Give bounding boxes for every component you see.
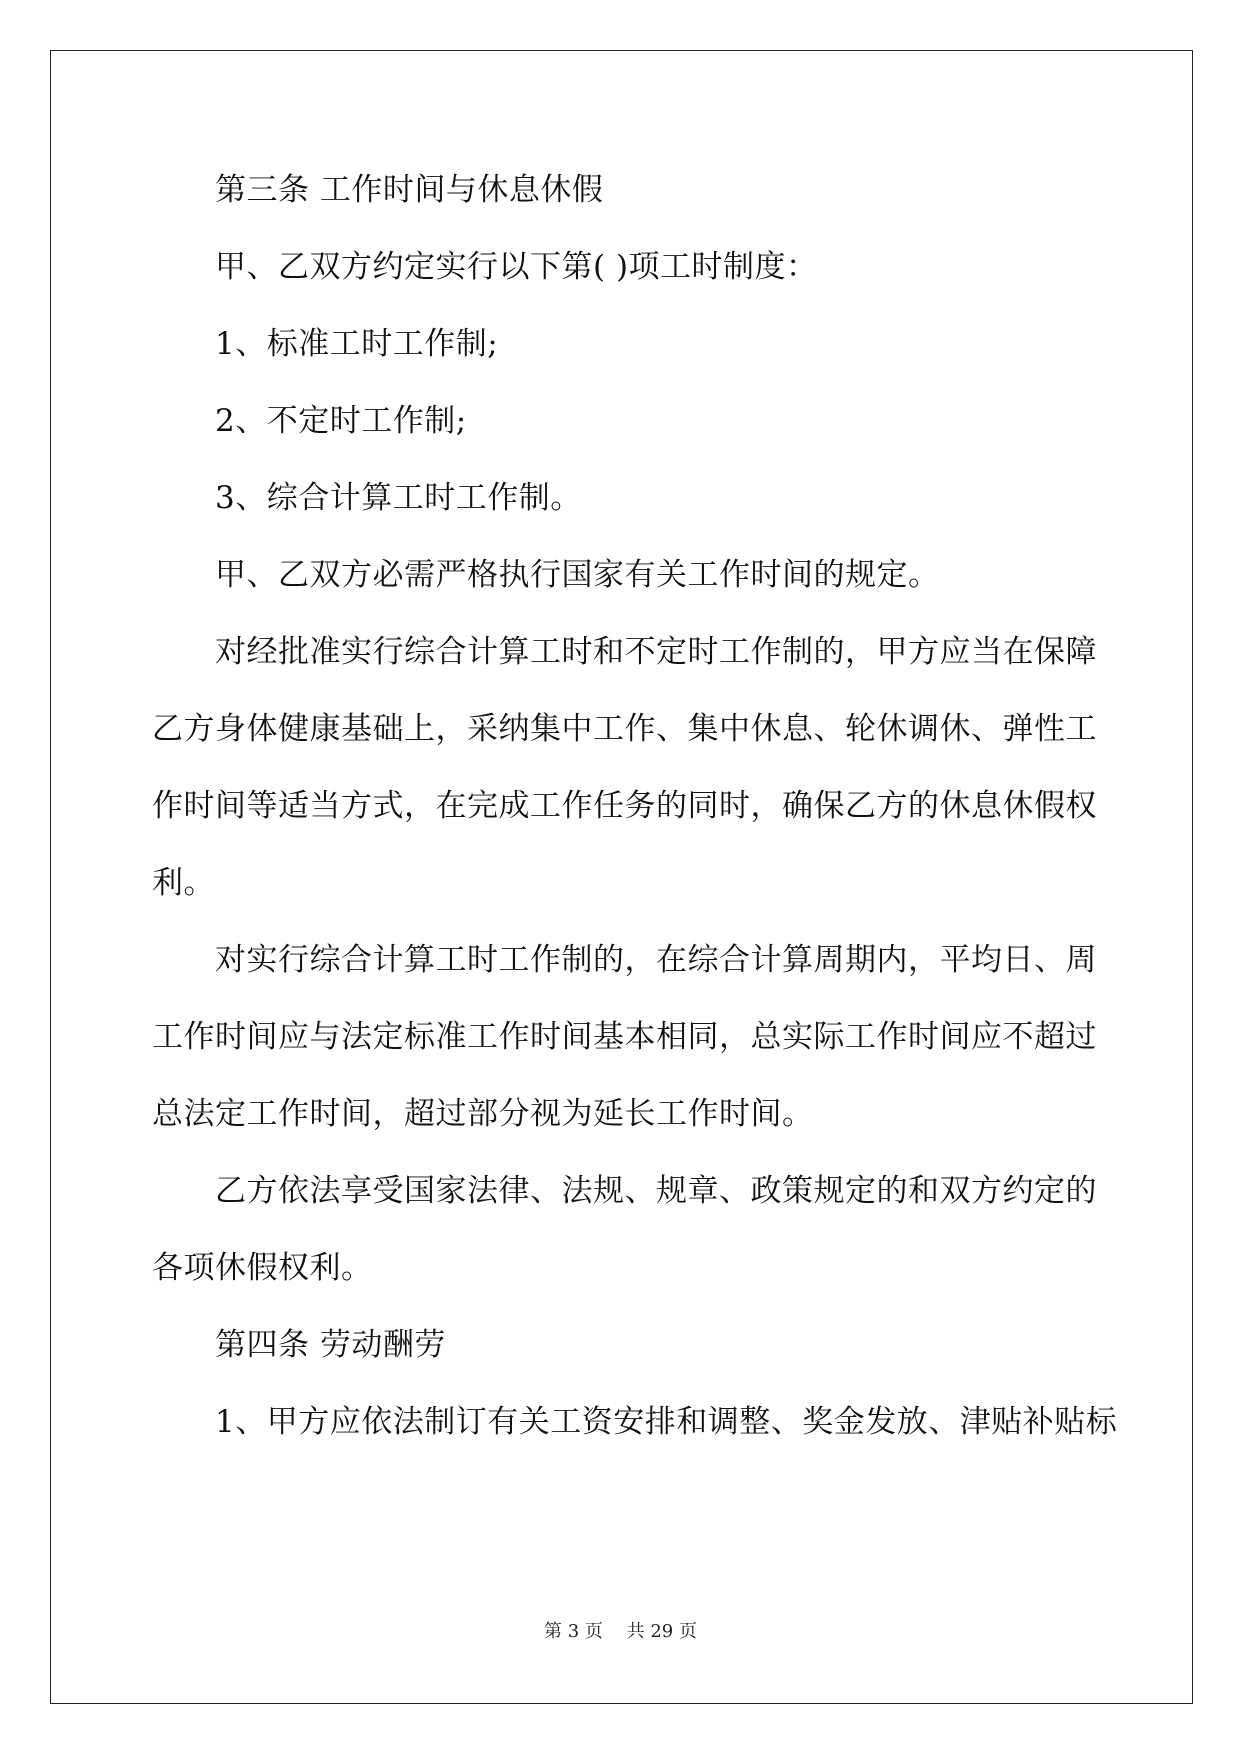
section-heading: 第四条 劳动酬劳: [152, 1327, 446, 1363]
paragraph-line: 甲、乙双方约定实行以下第( )项工时制度：: [152, 249, 818, 285]
paragraph-line: 乙方依法享受国家法律、法规、规章、政策规定的和双方约定的: [152, 1173, 1097, 1209]
paragraph-line: 甲、乙双方必需严格执行国家有关工作时间的规定。: [152, 557, 940, 593]
page-number: 第 3 页 共 29 页: [544, 1621, 697, 1642]
paragraph-line: 各项休假权利。: [152, 1250, 373, 1286]
list-item: 2、不定时工作制;: [152, 403, 467, 439]
paragraph-line: 利。: [152, 865, 215, 901]
list-item: 1、标准工时工作制;: [152, 326, 499, 362]
paragraph-line: 对实行综合计算工时工作制的，在综合计算周期内，平均日、周: [152, 942, 1097, 978]
paragraph-line: 1、甲方应依法制订有关工资安排和调整、奖金发放、津贴补贴标: [152, 1404, 1118, 1440]
paragraph-line: 乙方身体健康基础上，采纳集中工作、集中休息、轮休调休、弹性工: [152, 711, 1097, 747]
paragraph-line: 作时间等适当方式，在完成工作任务的同时，确保乙方的休息休假权: [152, 788, 1097, 824]
section-heading: 第三条 工作时间与休息休假: [152, 172, 604, 208]
paragraph-line: 总法定工作时间，超过部分视为延长工作时间。: [152, 1096, 814, 1132]
paragraph-line: 对经批准实行综合计算工时和不定时工作制的，甲方应当在保障: [152, 634, 1097, 670]
paragraph-line: 工作时间应与法定标准工作时间基本相同，总实际工作时间应不超过: [152, 1019, 1097, 1055]
list-item: 3、综合计算工时工作制。: [152, 480, 582, 516]
